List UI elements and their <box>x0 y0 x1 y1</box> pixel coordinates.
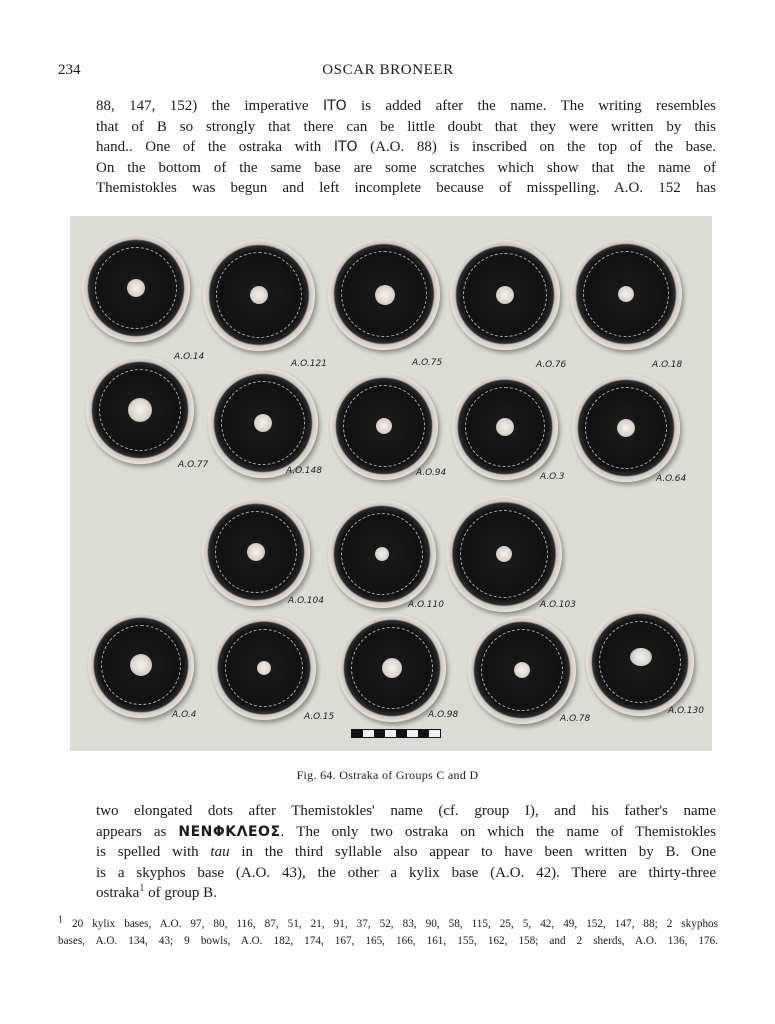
text-line: On the bottom of the same base are some scratches which show that the name of <box>96 159 716 176</box>
ostrakon-label: A.O.4 <box>172 710 197 720</box>
ostrakon-label: A.O.110 <box>408 600 444 610</box>
running-head: OSCAR BRONEER <box>322 62 454 78</box>
greek-name: NEΝΦΚΛΕΟΣ <box>178 823 281 840</box>
ostrakon-label: A.O.130 <box>668 706 704 716</box>
ostrakon-label: A.O.64 <box>656 474 687 484</box>
text-line: Themistokles was begun and left incomplete because of misspelling. A.O. 152 has <box>96 180 716 197</box>
footnote <box>58 916 718 950</box>
scale-bar <box>351 729 441 738</box>
page-header <box>58 62 718 84</box>
ostrakon-label: A.O.121 <box>291 359 327 369</box>
ostrakon-label: A.O.148 <box>286 466 322 476</box>
ostrakon-label: A.O.103 <box>540 600 576 610</box>
ostrakon-label: A.O.75 <box>412 358 443 368</box>
text-line: is spelled with tau in the third syllable also appear to have been written by B. One <box>96 844 716 861</box>
text-line: is a skyphos base (A.O. 43), the other a kylix base (A.O. 42). There are thirty-three <box>96 864 716 881</box>
page-number: 234 <box>58 62 81 78</box>
paragraph-top <box>96 96 716 199</box>
ostrakon-label: A.O.76 <box>536 360 567 370</box>
text-line: 88, 147, 152) the imperative ITO is added after the name. The writing resembles <box>96 98 716 114</box>
text-line: hand.. One of the ostraka with ITO (A.O. 88) is inscribed on the top of the base. <box>96 139 717 156</box>
ostrakon-label: A.O.18 <box>652 360 683 370</box>
figure-caption: Fig. 64. Ostraka of Groups C and D <box>296 768 479 782</box>
ostrakon-label: A.O.15 <box>304 712 335 722</box>
text-line: appears as NEΝΦΚΛΕΟΣ. The only two ostraka on which the name of Themistokles <box>96 823 716 840</box>
ostrakon-label: A.O.104 <box>288 596 324 606</box>
ostrakon-label: A.O.14 <box>174 352 205 362</box>
ostrakon-label: A.O.77 <box>178 460 209 470</box>
text-line: that of B so strongly that there can be little doubt that they were written by this <box>96 118 716 135</box>
footnote-marker: 1 <box>58 914 63 926</box>
footnote-line: $^1$ 20 kylix bases, A.O. 97, 80, 116, 87, 51, 21, 91, 37, 52, 83, 90, 58, 115, 25, 5, 42, 49, 152, 147, 88; 2 skyphos <box>58 914 718 930</box>
ostrakon-label: A.O.98 <box>428 710 459 720</box>
figure-photograph <box>70 216 712 751</box>
ostrakon-label: A.O.3 <box>540 472 565 482</box>
text-line: two elongated dots after Themistokles' name (cf. group I), and his father's name <box>96 803 716 819</box>
paragraph-bottom <box>96 801 716 904</box>
footnote-line: bases, A.O. 134, 43; 9 bowls, A.O. 182, 174, 167, 165, 166, 161, 155, 162, 158; and 2 sherds, A.O. 136, 176. <box>58 935 718 947</box>
text-line: ostraka$^1$ of group B. <box>96 883 217 902</box>
ostrakon-label: A.O.78 <box>560 714 591 724</box>
ostrakon-label: A.O.94 <box>416 468 447 478</box>
